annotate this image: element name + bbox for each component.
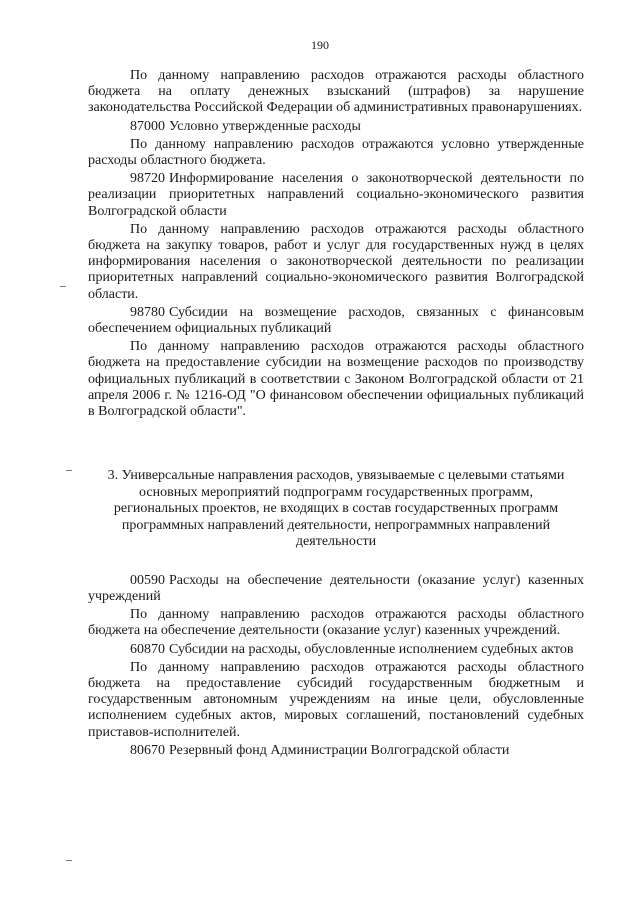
paragraph: По данному направлению расходов отражаются расходы областного бюджета на предоставление субсидии на возмещение расходов по производству официальных публикаций в соответствии с Законом Волгоградской области от 21 апреля 2006 г. № 1216-ОД "О финансовом обеспечении официальных публикаций в Волгоградской области". (88, 339, 584, 420)
expense-code: 00590 (130, 572, 165, 588)
scan-mark (66, 470, 72, 471)
expense-direction-heading (88, 743, 584, 759)
expense-title: Субсидии на расходы, обусловленные исполнением судебных актов (169, 641, 574, 657)
expense-code: 60870 (130, 641, 165, 657)
paragraph: По данному направлению расходов отражаются расходы областного бюджета на предоставление субсидий государственным бюджетным и государственным автономным учреждениям на иные цели, обусловленные исполнением судебных актов, мировых соглашений, постановлений судебных приставов-исполнителей. (88, 659, 584, 740)
expense-direction-heading (88, 305, 584, 337)
expense-title: Условно утвержденные расходы (169, 118, 361, 134)
expense-title: Расходы на обеспечение деятельности (оказание услуг) казенных учреждений (88, 572, 584, 604)
expense-direction-heading (88, 119, 584, 135)
scan-mark (60, 286, 66, 287)
scan-mark (66, 860, 72, 861)
page-number: 190 (311, 38, 329, 52)
paragraph: По данному направлению расходов отражаются расходы областного бюджета на закупку товаров, работ и услуг для государственных нужд в целях информирования населения о законотворческой деятельности по реализации приоритетных направлений социально-экономического развития Волгоградской области. (88, 221, 584, 302)
paragraph: По данному направлению расходов отражаются расходы областного бюджета на оплату денежных взысканий (штрафов) за нарушение законодательства Российской Федерации об административных правонарушениях. (88, 68, 584, 116)
expense-code: 98780 (130, 304, 165, 320)
section-heading: 3. Универсальные направления расходов, увязываемые с целевыми статьями основных мероприятий подпрограмм государственных программ, региональных проектов, не входящих в состав государственных программ программных направлений деятельности, непрограммных направлений деятельности (107, 468, 565, 550)
expense-title: Субсидии на возмещение расходов, связанных с финансовым обеспечением официальных публикаций (88, 304, 584, 337)
expense-code: 80670 (130, 742, 165, 758)
paragraph: По данному направлению расходов отражаются условно утвержденные расходы областного бюджета. (88, 136, 584, 169)
expense-direction-heading (88, 171, 584, 220)
expense-code: 98720 (130, 171, 165, 187)
expense-title: Информирование населения о законотворческой деятельности по реализации приоритетных направлений социально-экономического развития Волгоградской области (88, 171, 584, 219)
expense-direction-heading (88, 573, 584, 605)
expense-title: Резервный фонд Администрации Волгоградской области (169, 742, 510, 758)
paragraph: По данному направлению расходов отражаются расходы областного бюджета на обеспечение деятельности (оказание услуг) казенных учреждений. (88, 607, 584, 639)
expense-code: 87000 (130, 118, 165, 134)
expense-direction-heading (88, 642, 584, 658)
document-body (88, 68, 584, 761)
